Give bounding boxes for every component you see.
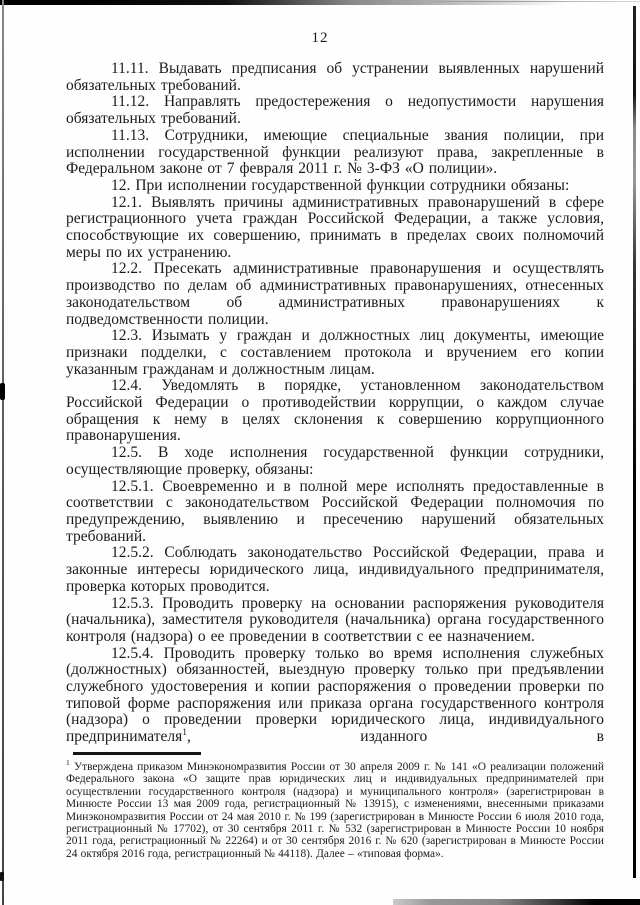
footnote-reference-marker: 1 [182,727,187,738]
paragraph-12-5-4-tail: , изданного в [187,728,604,746]
footnote-marker: 1 [66,758,70,768]
scan-artifact-top-bar [0,0,565,5]
paragraph-12-5-4-text: 12.5.4. Проводить проверку только во время исполнения служебных (должностных) обязанностей, выездную проверку только при предъявлении служебного удостоверения и копии распоряжения о проведении проверки по типовой форме распоряжения или приказа органа государственного контроля (надзора) о проведении проверки юридического лица, индивидуального предпринимателя [66,644,604,746]
paragraph-12-5-3: 12.5.3. Проводить проверку на основании распоряжения руководителя (начальника), заместителя руководителя (начальника) органа государственного контроля (надзора) о ее проведении в соответствии с ее назначением. [66,594,604,645]
paragraph-11-12: 11.12. Направлять предостережения о недопустимости нарушения обязательных требований. [66,93,604,128]
paragraph-12-3: 12.3. Изымать у граждан и должностных лиц документы, имеющие признаки подделки, с составлением протокола и вручением его копии указанным гражданам и должностным лицам. [66,327,604,378]
footnote-text: Утверждена приказом Минэкономразвития России от 30 апреля 2009 г. № 141 «О реализации положений Федерального закона «О защите прав юридических лиц и индивидуальных предпринимателей при осуществлении государственного контроля (надзора) и муниципального контроля» (зарегистрирован в Минюсте России 13 мая 2009 года, регистрационный № 13915), с изменениями, внесенными приказами Минэкономразвития России от 24 мая 2010 г. № 199 (зарегистрирован в Минюсте России 6 июля 2010 года, регистрационный № 17702), от 30 сентября 2011 г. № 532 (зарегистрирован в Минюсте России 10 ноября 2011 года, регистрационный № 22264) и от 30 сентября 2016 г. № 620 (зарегистрирован в Минюсте России 24 октября 2016 года, регистрационный № 44118). Далее – «типовая форма». [66,761,604,860]
document-body [66,61,604,746]
paragraph-11-11: 11.11. Выдавать предписания об устранении выявленных нарушений обязательных требований. [66,60,604,94]
footnote [66,758,604,860]
paragraph-12-5: 12.5. В ходе исполнения государственной функции сотрудники, осуществляющие проверку, обязаны: [66,444,604,478]
paragraph-12-4: 12.4. Уведомлять в порядке, установленном законодательством Российской Федерации о противодействии коррупции, о каждом случае обращения к нему в целях склонения к совершению коррупционного правонарушения. [66,377,604,445]
paragraph-12: 12. При исполнении государственной функции сотрудники обязаны: [111,176,570,194]
page-number: 12 [311,30,329,46]
scan-artifact-left-blob [0,383,5,400]
paragraph-11-13: 11.13. Сотрудники, имеющие специальные звания полиции, при исполнении государственной функции реализуют права, закрепленные в Федеральном законе от 7 февраля 2011 г. № 3-ФЗ «О полиции». [66,126,604,178]
paragraph-12-5-2: 12.5.2. Соблюдать законодательство Российской Федерации, права и законные интересы юридического лица, индивидуального предпринимателя, проверка которых проводится. [66,544,604,595]
footnote-separator-rule [73,752,201,755]
paragraph-12-5-4 [66,646,604,746]
scan-artifact-bottom-bar [393,899,640,905]
scan-artifact-left-blob-bottom [0,872,4,881]
paragraph-12-1: 12.1. Выявлять причины административных правонарушений в сфере регистрационного учета граждан Российской Федерации, а также условия, способствующие их совершению, принимать в пределах своих полномочий меры по их устранению. [66,193,604,261]
scan-artifact-right-line [633,6,636,878]
paragraph-12-2: 12.2. Пресекать административные правонарушения и осуществлять производство по делам об административных правонарушениях, отнесенных законодательством об административных правонарушениях к подведомственности полиции. [66,260,604,328]
scan-artifact-left-line [2,0,4,905]
paragraph-12-5-1: 12.5.1. Своевременно и в полной мере исполнять предоставленные в соответствии с законодательством Российской Федерации полномочия по предупреждению, выявлению и пресечению нарушений обязательных требований. [66,477,604,545]
footnote-area [66,752,604,860]
